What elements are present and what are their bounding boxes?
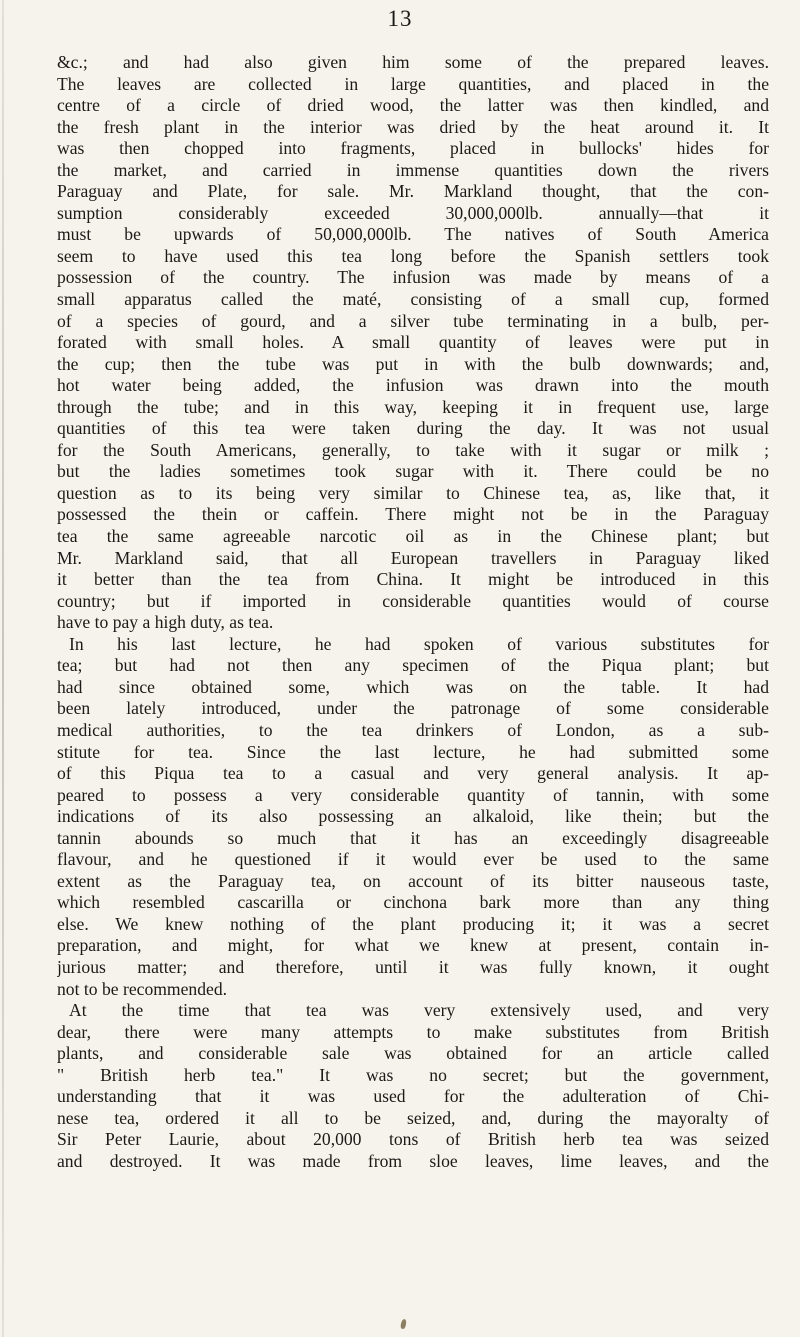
text-line: it better than the tea from China. It might be introduced in this [57,569,769,590]
text-line: " British herb tea." It was no secret; but the government, [57,1064,769,1085]
paragraph [57,634,769,1000]
text-line: extent as the Paraguay tea, on account of its bitter nauseous taste, [57,870,769,891]
text-line: the cup; then the tube was put in with the bulb downwards; and, [57,353,769,374]
text-line: peared to possess a very considerable quantity of tannin, with some [57,784,769,805]
text-line: seem to have used this tea long before the Spanish settlers took [57,245,769,266]
text-line: jurious matter; and therefore, until it was fully known, it ought [57,956,769,977]
text-line: forated with small holes. A small quantity of leaves were put in [57,332,769,353]
text-line: tannin abounds so much that it has an exceedingly disagreeable [57,827,769,848]
text-line: Mr. Markland said, that all European travellers in Paraguay liked [57,547,769,568]
text-line: which resembled cascarilla or cinchona bark more than any thing [57,892,769,913]
text-line: understanding that it was used for the adulteration of Chi- [57,1086,769,1107]
page-number: 13 [387,6,413,31]
paragraph [57,52,769,634]
text-line: of a species of gourd, and a silver tube terminating in a bulb, per- [57,310,769,331]
text-line: plants, and considerable sale was obtained for an article called [57,1043,769,1064]
text-line: &c.; and had also given him some of the prepared leaves. [57,52,769,72]
text-line: hot water being added, the infusion was drawn into the mouth [57,375,769,396]
text-line: have to pay a high duty, as tea. [57,612,274,633]
text-line: the market, and carried in immense quantities down the rivers [57,159,769,180]
text-line: At the time that tea was very extensively used, and very [69,1000,769,1021]
text-line: tea; but had not then any specimen of the Piqua plant; but [57,655,769,676]
text-line: been lately introduced, under the patronage of some considerable [57,698,769,719]
text-line: had since obtained some, which was on the table. It had [57,676,769,697]
text-line: possessed the thein or caffein. There might not be in the Paraguay [57,504,769,525]
text-line: Sir Peter Laurie, about 20,000 tons of British herb tea was seized [57,1129,769,1150]
text-line: Paraguay and Plate, for sale. Mr. Markland thought, that the con- [57,181,769,202]
text-line: must be upwards of 50,000,000lb. The natives of South America [57,224,769,245]
page-gutter-shadow [2,0,4,1337]
text-line: was then chopped into fragments, placed in bullocks' hides for [57,138,769,159]
text-line: through the tube; and in this way, keeping it in frequent use, large [57,396,769,417]
text-line: flavour, and he questioned if it would ever be used to the same [57,849,769,870]
text-line: the fresh plant in the interior was dried by the heat around it. It [57,116,769,137]
text-line: centre of a circle of dried wood, the latter was then kindled, and [57,95,769,116]
text-line: country; but if imported in considerable quantities would of course [57,590,769,611]
text-line: stitute for tea. Since the last lecture, he had submitted some [57,741,769,762]
text-line: not to be recommended. [57,978,228,999]
text-line: preparation, and might, for what we knew at present, contain in- [57,935,769,956]
text-line: but the ladies sometimes took sugar with it. There could be no [57,461,769,482]
text-line: of this Piqua tea to a casual and very general analysis. It ap- [57,763,769,784]
text-line: nese tea, ordered it all to be seized, and, during the mayoralty of [57,1107,769,1128]
text-line: else. We knew nothing of the plant producing it; it was a secret [57,913,769,934]
text-line: sumption considerably exceeded 30,000,000lb. annually—that it [57,202,769,223]
text-line: In his last lecture, he had spoken of various substitutes for [69,633,769,654]
body-text [57,52,769,1172]
text-line: quantities of this tea were taken during the day. It was not usual [57,418,769,439]
text-line: for the South Americans, generally, to take with it sugar or milk ; [57,439,769,460]
text-line: small apparatus called the maté, consisting of a small cup, formed [57,289,769,310]
text-line: indications of its also possessing an alkaloid, like thein; but the [57,806,769,827]
text-line: possession of the country. The infusion was made by means of a [57,267,769,288]
text-line: tea the same agreeable narcotic oil as in the Chinese plant; but [57,526,769,547]
text-line: and destroyed. It was made from sloe leaves, lime leaves, and the [57,1150,769,1171]
text-line: question as to its being very similar to Chinese tea, as, like that, it [57,482,769,503]
text-line: dear, there were many attempts to make substitutes from British [57,1021,769,1042]
paragraph [57,1000,769,1172]
text-line: The leaves are collected in large quantities, and placed in the [57,73,769,94]
ink-blot-mark [400,1319,407,1330]
text-line: medical authorities, to the tea drinkers of London, as a sub- [57,719,769,740]
